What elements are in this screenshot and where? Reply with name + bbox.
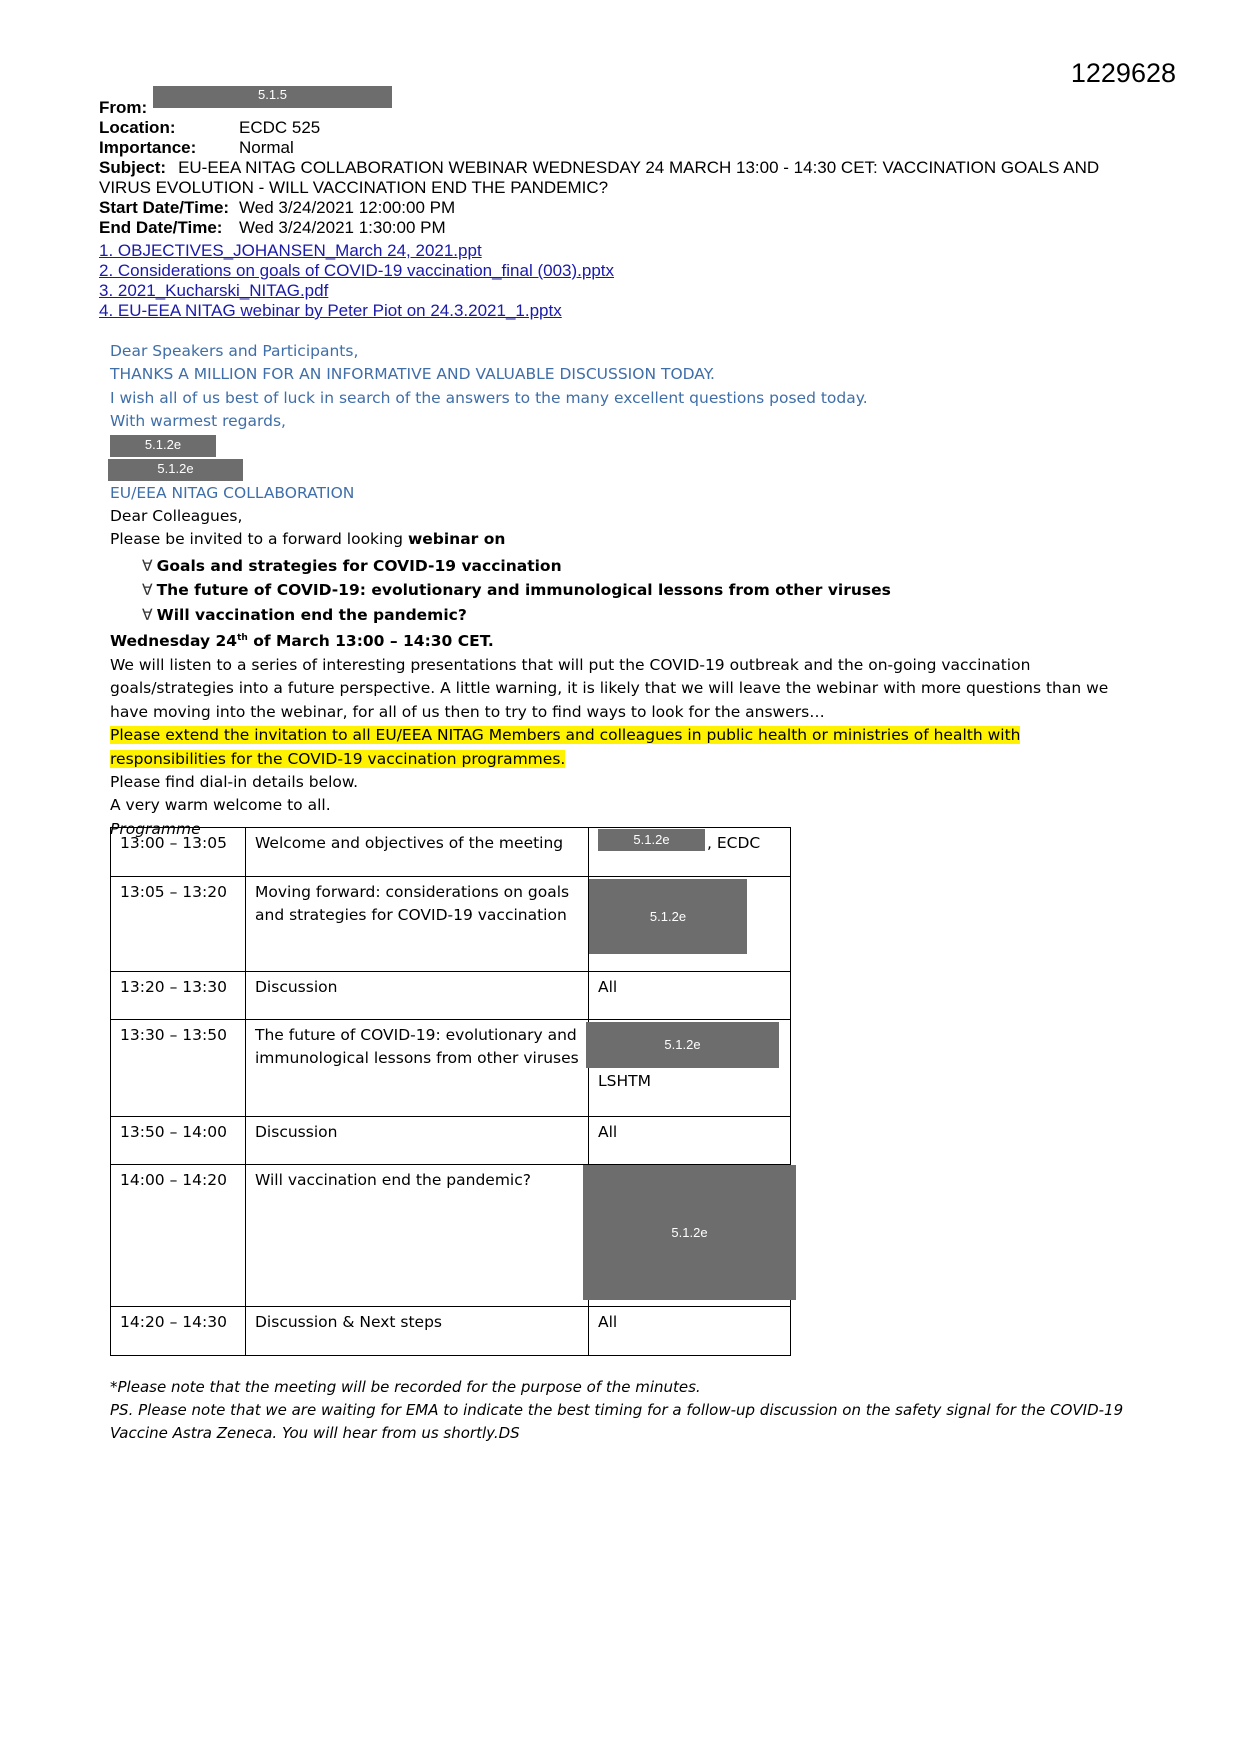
table-row <box>111 972 791 1020</box>
greeting: Dear Speakers and Participants, <box>110 342 359 360</box>
topic-cell: Welcome and objectives of the meeting <box>246 828 589 877</box>
recording-note: *Please note that the meeting will be recorded for the purpose of the minutes. <box>110 1378 701 1396</box>
time-cell: 14:00 – 14:20 <box>111 1165 246 1307</box>
speaker-cell <box>589 1020 791 1117</box>
subject-row <box>99 158 1149 198</box>
time-cell: 13:05 – 13:20 <box>111 877 246 972</box>
attachment-link[interactable]: 3. 2021_Kucharski_NITAG.pdf <box>99 281 329 300</box>
bullet-item <box>142 603 1130 628</box>
signature-redaction: 5.1.2e <box>110 435 216 457</box>
bullet-item <box>142 578 1130 603</box>
end-row <box>99 218 1149 238</box>
footnotes <box>110 1376 1130 1445</box>
topic-bullets <box>142 554 1130 628</box>
time-cell: 13:00 – 13:05 <box>111 828 246 877</box>
location-value: ECDC 525 <box>239 118 321 137</box>
importance-value: Normal <box>239 138 294 157</box>
programme-table <box>110 827 791 1356</box>
email-header <box>99 87 1149 238</box>
bullet-text: Goals and strategies for COVID-19 vaccination <box>156 556 562 575</box>
highlight-paragraph <box>110 724 1130 771</box>
speaker-text: , ECDC <box>707 834 761 852</box>
subject-value: EU-EEA NITAG COLLABORATION WEBINAR WEDNESDAY 24 MARCH 13:00 - 14:30 CET: VACCINATION GOALS AND VIRUS EVOLUTION - WILL VACCINATION END THE PANDEMIC? <box>99 158 1100 197</box>
start-value: Wed 3/24/2021 12:00:00 PM <box>239 198 456 217</box>
ps-note: PS. Please note that we are waiting for EMA to indicate the best timing for a follow-up discussion on the safety signal for the COVID-19 Vaccine Astra Zeneca. You will hear from us shortly.DS <box>110 1401 1124 1442</box>
speaker-redaction: 5.1.2e <box>583 1165 796 1300</box>
programme-label: Programme <box>110 819 201 838</box>
date-suffix: of March 13:00 – 14:30 CET. <box>247 632 494 651</box>
table-row <box>111 1307 791 1356</box>
from-row <box>99 87 1149 118</box>
speaker-cell <box>589 877 791 972</box>
from-label: From: <box>99 98 148 117</box>
location-label: Location: <box>99 118 176 137</box>
topic-cell: Moving forward: considerations on goals and strategies for COVID-19 vaccination <box>246 877 589 972</box>
bullet-item <box>142 554 1130 579</box>
location-row <box>99 118 1149 138</box>
date-prefix: Wednesday 24 <box>110 632 238 651</box>
topic-cell: Discussion & Next steps <box>246 1307 589 1356</box>
thanks-line: THANKS A MILLION FOR AN INFORMATIVE AND VALUABLE DISCUSSION TODAY. <box>110 365 715 384</box>
table-row <box>111 1020 791 1117</box>
subject-label: Subject: <box>99 158 167 177</box>
speaker-cell <box>589 1165 791 1307</box>
bullet-symbol-icon: ∀ <box>142 605 153 624</box>
invite-bold: webinar on <box>407 530 506 549</box>
wish-line: I wish all of us best of luck in search of the answers to the many excellent questions posed today. <box>110 388 868 407</box>
start-label: Start Date/Time: <box>99 198 230 217</box>
intro-paragraph: We will listen to a series of interesting presentations that will put the COVID-19 outbreak and the on-going vaccination goals/strategies into a future perspective. A little warning, it is likely that we will leave the webinar with more questions than we have moving into the webinar, for all of us then to try to find ways to look for the answers… <box>110 655 1109 721</box>
document-id: 1229628 <box>1070 58 1176 88</box>
speaker-cell <box>589 828 791 877</box>
dear-colleagues: Dear Colleagues, <box>110 507 243 526</box>
table-row <box>111 877 791 972</box>
end-value: Wed 3/24/2021 1:30:00 PM <box>239 218 446 237</box>
signature-redaction-row-2 <box>110 458 1130 482</box>
speaker-redaction: 5.1.2e <box>598 829 705 851</box>
invite-line <box>110 528 1130 551</box>
topic-cell: Discussion <box>246 1117 589 1165</box>
date-sup: th <box>237 633 248 644</box>
dialin-line: Please find dial-in details below. <box>110 772 359 791</box>
invite-prefix: Please be invited to a forward looking <box>110 530 408 549</box>
speaker-text: LSHTM <box>598 1072 651 1090</box>
start-row <box>99 198 1149 218</box>
speaker-cell: All <box>589 1117 791 1165</box>
time-cell: 14:20 – 14:30 <box>111 1307 246 1356</box>
time-cell: 13:20 – 13:30 <box>111 972 246 1020</box>
attachment-list <box>99 241 614 321</box>
welcome-line: A very warm welcome to all. <box>110 796 331 815</box>
time-cell: 13:50 – 14:00 <box>111 1117 246 1165</box>
signature-redaction: 5.1.2e <box>108 459 243 481</box>
importance-label: Importance: <box>99 138 197 157</box>
time-cell: 13:30 – 13:50 <box>111 1020 246 1117</box>
attachment-link[interactable]: 2. Considerations on goals of COVID-19 vaccination_final (003).pptx <box>99 261 615 280</box>
topic-cell: Discussion <box>246 972 589 1020</box>
regards-line: With warmest regards, <box>110 412 286 431</box>
speaker-cell: All <box>589 1307 791 1356</box>
webinar-date <box>110 627 1130 654</box>
attachment-link[interactable]: 1. OBJECTIVES_JOHANSEN_March 24, 2021.ppt <box>99 241 482 260</box>
bullet-symbol-icon: ∀ <box>142 556 153 575</box>
org-name: EU/EEA NITAG COLLABORATION <box>110 483 355 502</box>
highlighted-text: Please extend the invitation to all EU/EEA NITAG Members and colleagues in public health or ministries of health with responsibilities for the COVID-19 vaccination programmes. <box>110 726 1021 768</box>
from-redaction: 5.1.5 <box>153 86 392 108</box>
bullet-text: Will vaccination end the pandemic? <box>156 605 467 624</box>
speaker-cell: All <box>589 972 791 1020</box>
bullet-symbol-icon: ∀ <box>142 581 153 600</box>
end-label: End Date/Time: <box>99 218 223 237</box>
topic-cell: Will vaccination end the pandemic? <box>246 1165 589 1307</box>
attachment-link[interactable]: 4. EU-EEA NITAG webinar by Peter Piot on 24.3.2021_1.pptx <box>99 301 562 320</box>
topic-cell: The future of COVID-19: evolutionary and immunological lessons from other viruses <box>246 1020 589 1117</box>
bullet-text: The future of COVID-19: evolutionary and immunological lessons from other viruses <box>156 581 891 600</box>
table-row <box>111 828 791 877</box>
speaker-redaction: 5.1.2e <box>586 1022 779 1068</box>
importance-row <box>99 138 1149 158</box>
speaker-redaction: 5.1.2e <box>589 879 747 954</box>
message-body <box>110 340 1130 841</box>
signature-redaction-row-1 <box>110 434 1130 458</box>
table-row <box>111 1117 791 1165</box>
table-row <box>111 1165 791 1307</box>
